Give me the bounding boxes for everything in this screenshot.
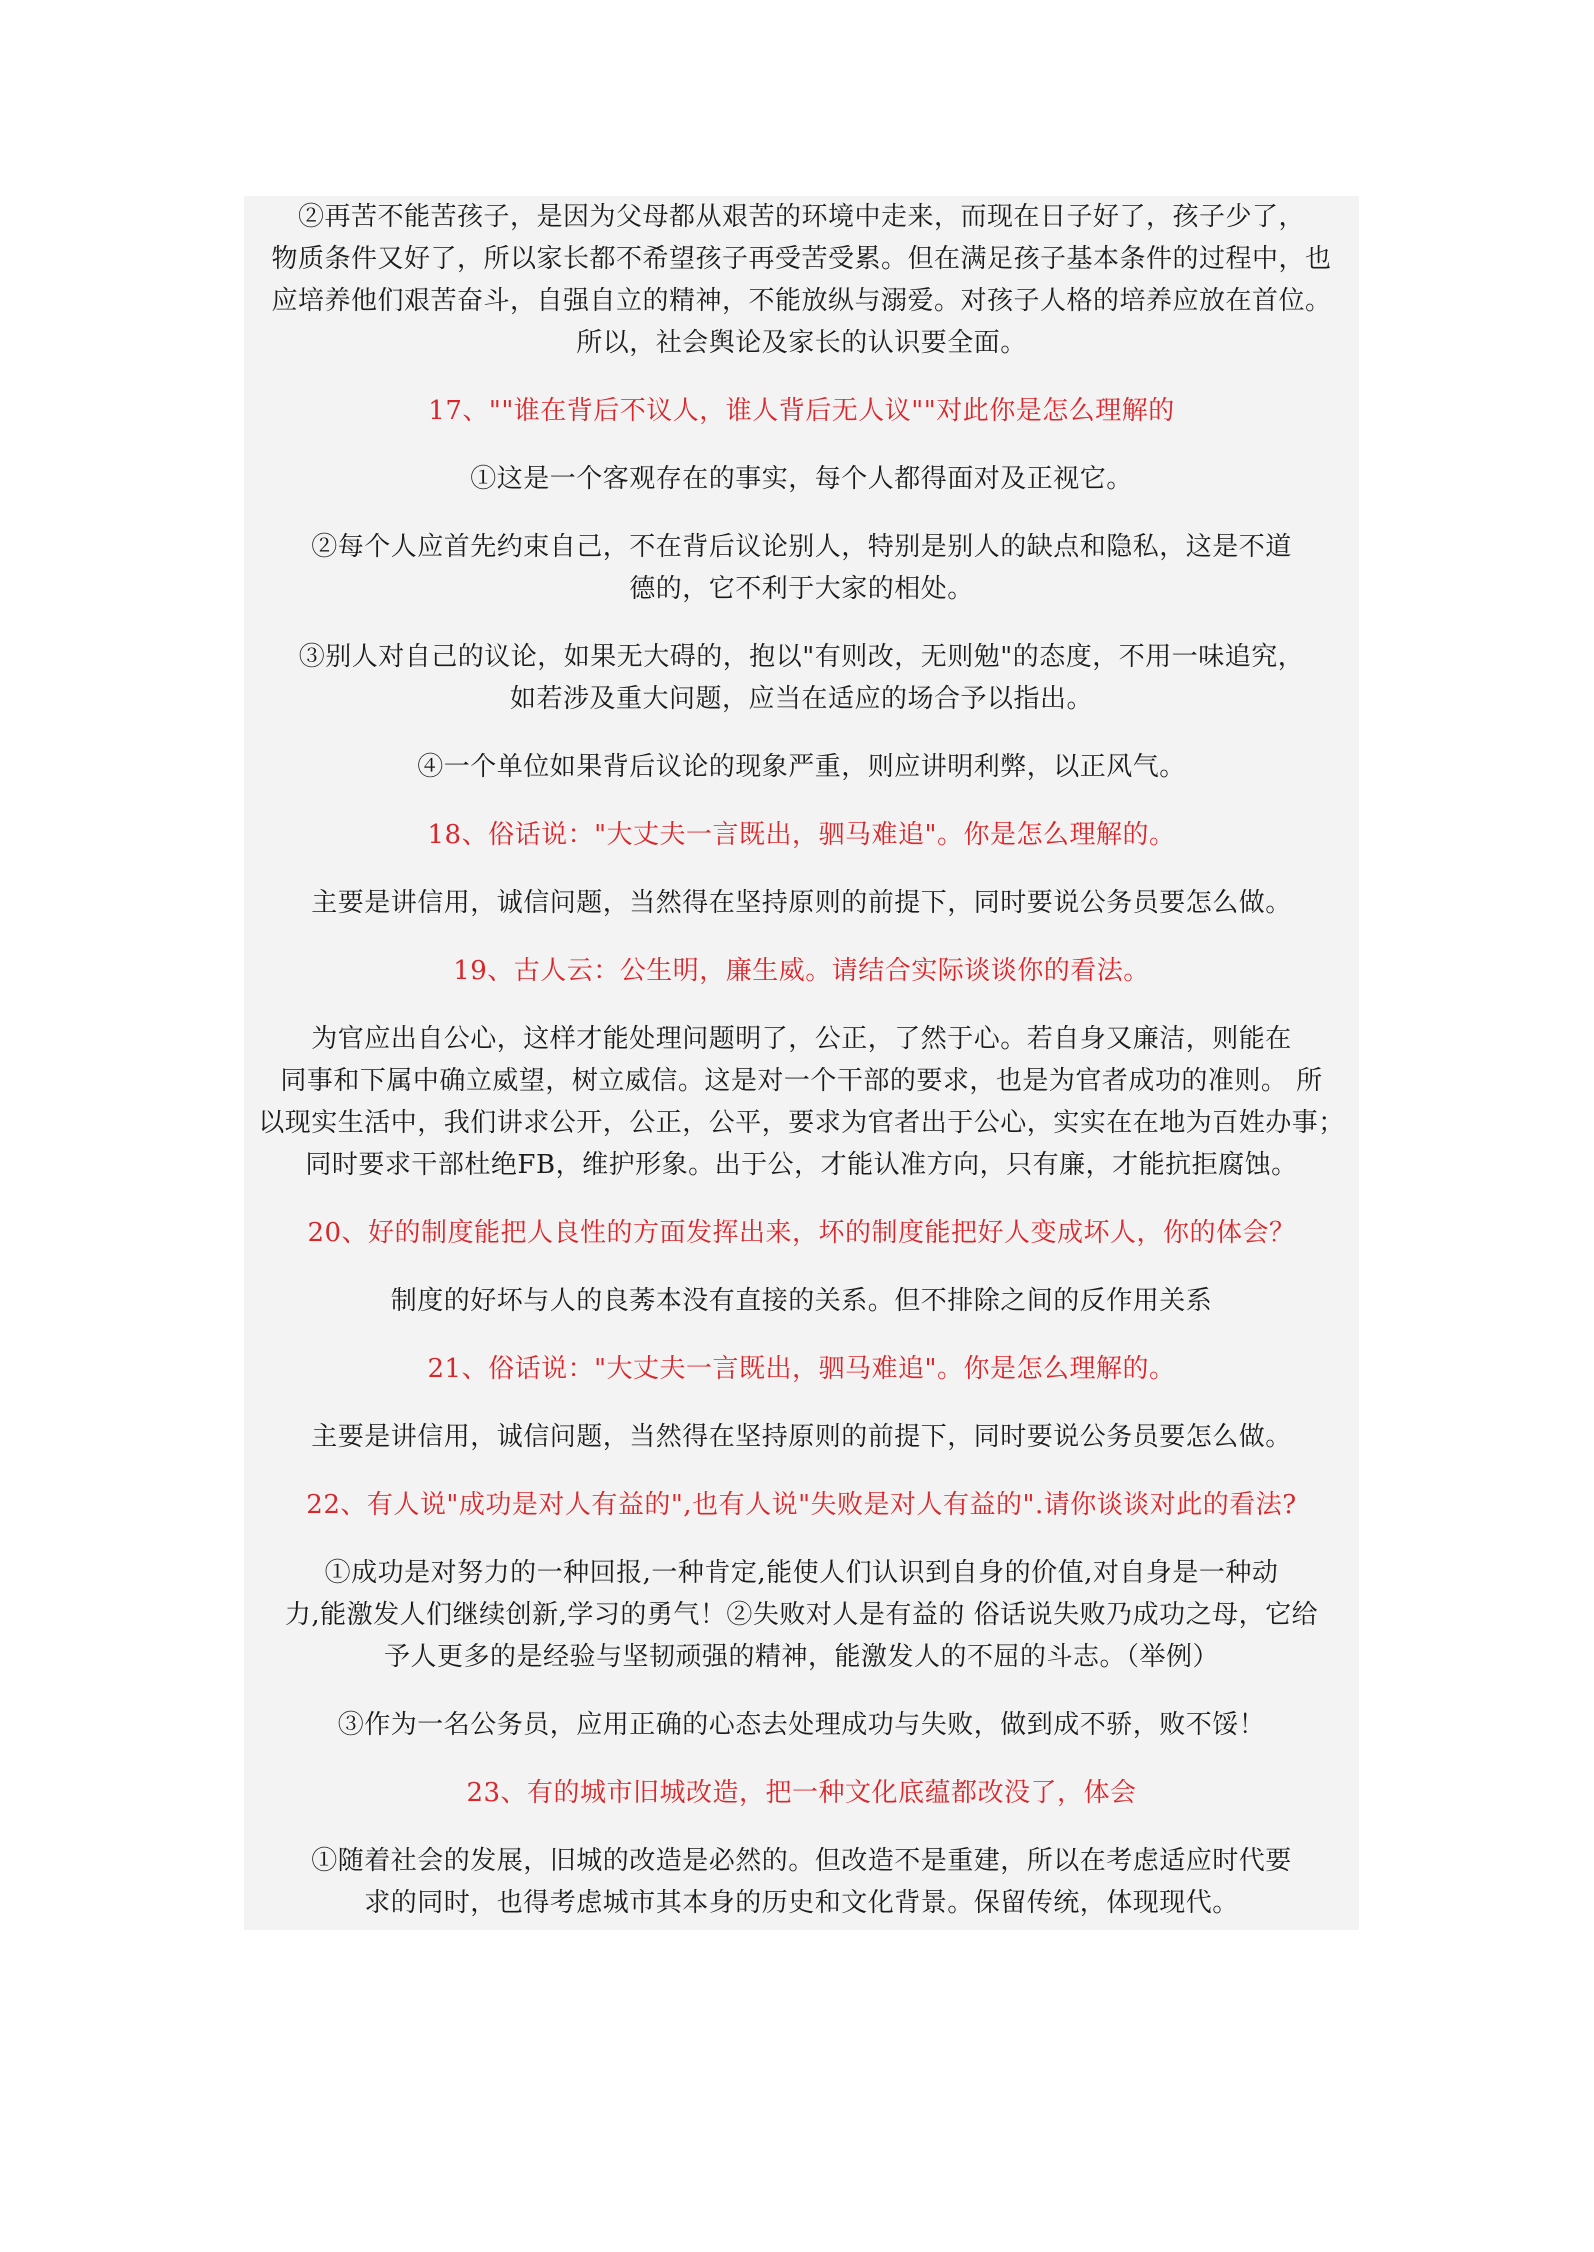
text-line: 同事和下属中确立威望，树立威信。这是对一个干部的要求，也是为官者成功的准则。 所 (280, 1066, 1323, 1096)
question-heading (244, 390, 1359, 432)
text-line: 同时要求干部杜绝FB，维护形象。出于公，才能认准方向，只有廉，才能抗拒腐蚀。 (305, 1150, 1298, 1180)
text-line: 23、有的城市旧城改造，把一种文化底蕴都改没了，体会 (466, 1778, 1137, 1808)
question-heading (244, 814, 1359, 856)
text-line: 德的，它不利于大家的相处。 (629, 574, 974, 604)
spacer (244, 432, 1359, 458)
text-line: 21、俗话说："大丈夫一言既出，驷马难追"。你是怎么理解的。 (427, 1354, 1176, 1384)
content-box (244, 196, 1359, 1930)
spacer (244, 610, 1359, 636)
answer-paragraph (244, 458, 1359, 500)
spacer (244, 992, 1359, 1018)
text-line: 主要是讲信用，诚信问题，当然得在坚持原则的前提下，同时要说公务员要怎么做。 (311, 888, 1292, 918)
question-heading (244, 1772, 1359, 1814)
spacer (244, 1678, 1359, 1704)
text-line: 18、俗话说："大丈夫一言既出，驷马难追"。你是怎么理解的。 (427, 820, 1176, 850)
spacer (244, 1814, 1359, 1840)
text-line: 力,能激发人们继续创新,学习的勇气！②失败对人是有益的 俗话说失败乃成功之母，它给 (284, 1600, 1319, 1630)
spacer (244, 1390, 1359, 1416)
text-line: 所以，社会舆论及家长的认识要全面。 (576, 328, 1027, 358)
spacer (244, 1186, 1359, 1212)
answer-paragraph (244, 636, 1359, 720)
text-line: ③别人对自己的议论，如果无大碍的，抱以"有则改，无则勉"的态度，不用一味追究， (298, 642, 1305, 672)
text-line: 应培养他们艰苦奋斗，自强自立的精神，不能放纵与溺爱。对孩子人格的培养应放在首位。 (271, 286, 1332, 316)
spacer (244, 720, 1359, 746)
text-line: ④一个单位如果背后议论的现象严重，则应讲明利弊，以正风气。 (417, 752, 1186, 782)
text-line: 22、有人说"成功是对人有益的",也有人说"失败是对人有益的".请你谈谈对此的看法? (306, 1490, 1297, 1520)
answer-paragraph (244, 1704, 1359, 1746)
question-heading (244, 950, 1359, 992)
question-heading (244, 1212, 1359, 1254)
spacer (244, 1746, 1359, 1772)
text-line: ③作为一名公务员，应用正确的心态去处理成功与失败，做到成不骄，败不馁！ (337, 1710, 1266, 1740)
text-line: 物质条件又好了，所以家长都不希望孩子再受苦受累。但在满足孩子基本条件的过程中，也 (271, 244, 1332, 274)
text-line: 19、古人云：公生明，廉生威。请结合实际谈谈你的看法。 (453, 956, 1150, 986)
text-line: ②再苦不能苦孩子，是因为父母都从艰苦的环境中走来，而现在日子好了，孩子少了， (297, 202, 1305, 232)
spacer (244, 924, 1359, 950)
question-heading (244, 1484, 1359, 1526)
answer-paragraph (244, 1416, 1359, 1458)
answer-paragraph (244, 526, 1359, 610)
spacer (244, 856, 1359, 882)
spacer (244, 1254, 1359, 1280)
question-heading (244, 1348, 1359, 1390)
text-line: ①成功是对努力的一种回报,一种肯定,能使人们认识到自身的价值,对自身是一种动 (324, 1558, 1279, 1588)
spacer (244, 500, 1359, 526)
answer-paragraph (244, 196, 1359, 364)
spacer (244, 1322, 1359, 1348)
answer-paragraph (244, 1552, 1359, 1678)
text-line: ②每个人应首先约束自己，不在背后议论别人，特别是别人的缺点和隐私，这是不道 (311, 532, 1292, 562)
text-line: 求的同时，也得考虑城市其本身的历史和文化背景。保留传统，体现现代。 (364, 1888, 1239, 1918)
spacer (244, 788, 1359, 814)
text-line: 主要是讲信用，诚信问题，当然得在坚持原则的前提下，同时要说公务员要怎么做。 (311, 1422, 1292, 1452)
answer-paragraph (244, 746, 1359, 788)
spacer (244, 1458, 1359, 1484)
answer-paragraph (244, 1840, 1359, 1924)
text-line: ①随着社会的发展，旧城的改造是必然的。但改造不是重建，所以在考虑适应时代要 (311, 1846, 1292, 1876)
spacer (244, 1526, 1359, 1552)
text-line: 制度的好坏与人的良莠本没有直接的关系。但不排除之间的反作用关系 (390, 1286, 1213, 1316)
text-line: 如若涉及重大问题，应当在适应的场合予以指出。 (509, 684, 1093, 714)
text-line: 为官应出自公心，这样才能处理问题明了，公正，了然于心。若自身又廉洁，则能在 (311, 1024, 1292, 1054)
text-line: 17、""谁在背后不议人，谁人背后无人议""对此你是怎么理解的 (428, 396, 1175, 426)
answer-paragraph (244, 1280, 1359, 1322)
text-line: 予人更多的是经验与坚韧顽强的精神，能激发人的不屈的斗志。（举例） (383, 1642, 1219, 1672)
answer-paragraph (244, 1018, 1359, 1186)
text-line: ①这是一个客观存在的事实，每个人都得面对及正视它。 (470, 464, 1133, 494)
text-line: 以现实生活中，我们讲求公开，公正，公平，要求为官者出于公心，实实在在地为百姓办事； (258, 1108, 1345, 1138)
answer-paragraph (244, 882, 1359, 924)
text-line: 20、好的制度能把人良性的方面发挥出来，坏的制度能把好人变成坏人，你的体会？ (307, 1218, 1296, 1248)
spacer (244, 364, 1359, 390)
